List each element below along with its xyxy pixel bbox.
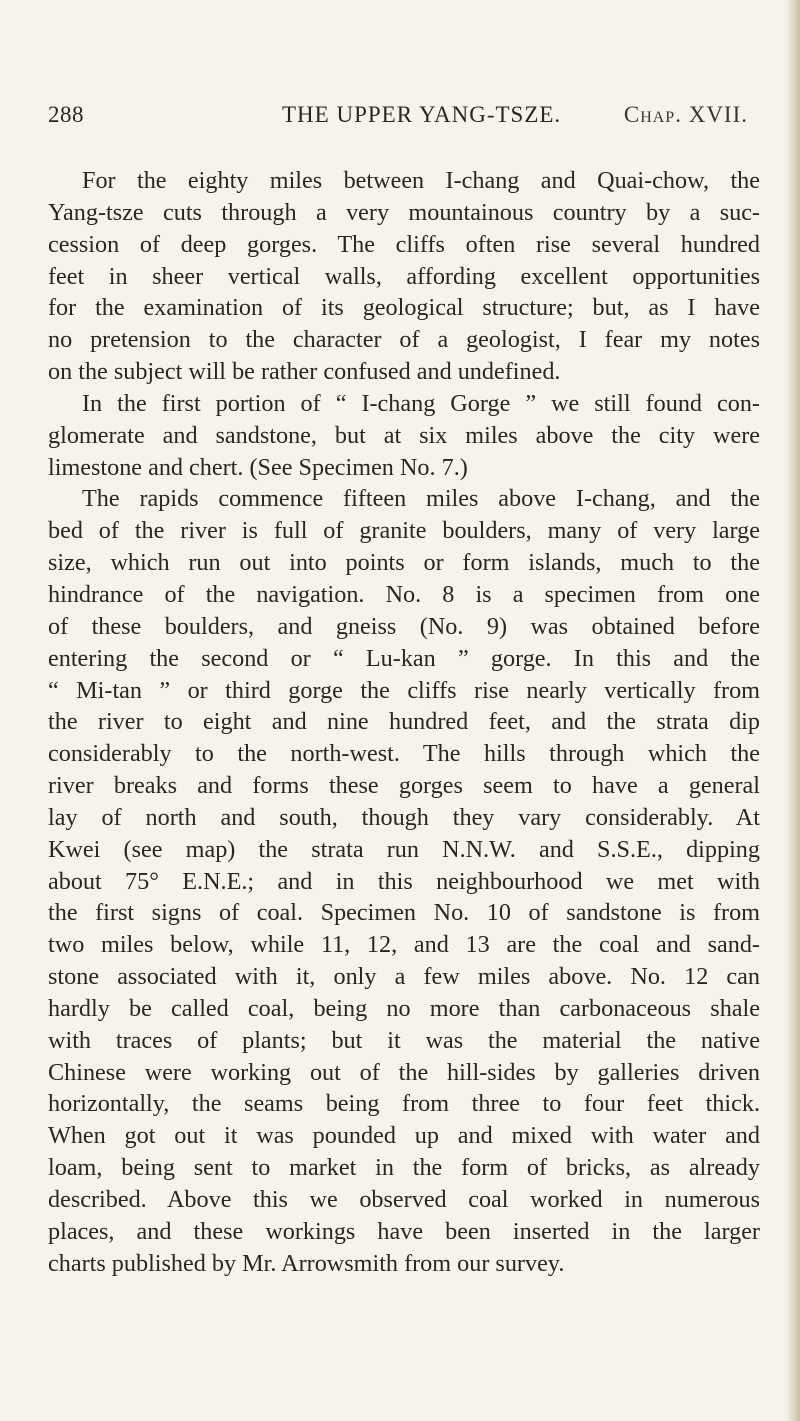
text-line: bed of the river is full of granite boulders, many of very large: [48, 517, 760, 545]
text-line: glomerate and sandstone, but at six miles above the city were: [48, 421, 760, 449]
text-line: for the examination of its geological structure; but, as I have: [48, 294, 760, 322]
text-line: lay of north and south, though they vary considerably. At: [48, 803, 760, 831]
text-line: loam, being sent to market in the form of bricks, as already: [48, 1154, 760, 1182]
running-title: THE UPPER YANG-TSZE.: [282, 102, 562, 127]
page-number: 288: [48, 102, 84, 127]
text-line: For the eighty miles between I-chang and Quai-chow, the: [82, 167, 760, 194]
text-line: river breaks and forms these gorges seem to have a general: [48, 772, 760, 800]
text-line: the first signs of coal. Specimen No. 10 of sandstone is from: [48, 899, 760, 927]
text-line: When got out it was pounded up and mixed with water and: [48, 1122, 760, 1150]
text-line: about 75° E.N.E.; and in this neighbourhood we met with: [48, 867, 760, 895]
text-line: two miles below, while 11, 12, and 13 are the coal and sand-: [48, 931, 760, 959]
text-line: hardly be called coal, being no more than carbonaceous shale: [48, 994, 760, 1022]
text-line: “ Mi-tan ” or third gorge the cliffs rise nearly vertically from: [48, 676, 760, 704]
text-line: limestone and chert. (See Specimen No. 7.): [48, 453, 468, 481]
running-head: [48, 102, 748, 134]
body-text: [48, 165, 760, 1280]
text-line: described. Above this we observed coal worked in numerous: [48, 1186, 760, 1213]
text-line: horizontally, the seams being from three to four feet thick.: [48, 1090, 760, 1118]
text-line: considerably to the north-west. The hills through which the: [48, 740, 760, 768]
text-line: entering the second or “ Lu-kan ” gorge. In this and the: [48, 644, 760, 672]
text-line: Yang-tsze cuts through a very mountainous country by a suc-: [48, 198, 760, 226]
text-line: no pretension to the character of a geologist, I fear my notes: [48, 326, 760, 354]
chapter-label: Chap. XVII.: [623, 102, 748, 127]
text-line: feet in sheer vertical walls, affording excellent opportunities: [48, 262, 760, 290]
text-line: The rapids commence fifteen miles above I-chang, and the: [82, 485, 760, 513]
page-edge-shadow: [786, 0, 800, 1421]
text-line: places, and these workings have been inserted in the larger: [48, 1217, 760, 1245]
text-line: Chinese were working out of the hill-sides by galleries driven: [48, 1058, 760, 1086]
text-line: with traces of plants; but it was the material the native: [48, 1026, 760, 1054]
text-line: stone associated with it, only a few miles above. No. 12 can: [48, 963, 760, 991]
text-line: of these boulders, and gneiss (No. 9) was obtained before: [48, 612, 760, 640]
text-line: on the subject will be rather confused and undefined.: [48, 358, 561, 386]
text-line: the river to eight and nine hundred feet, and the strata dip: [48, 708, 760, 736]
text-line: Kwei (see map) the strata run N.N.W. and S.S.E., dipping: [48, 835, 760, 863]
text-line: size, which run out into points or form islands, much to the: [48, 549, 760, 577]
text-line: cession of deep gorges. The cliffs often rise several hundred: [48, 230, 760, 258]
text-line: In the first portion of “ I-chang Gorge ” we still found con-: [82, 389, 760, 417]
text-line: charts published by Mr. Arrowsmith from our survey.: [48, 1249, 565, 1277]
text-line: hindrance of the navigation. No. 8 is a specimen from one: [48, 580, 760, 608]
